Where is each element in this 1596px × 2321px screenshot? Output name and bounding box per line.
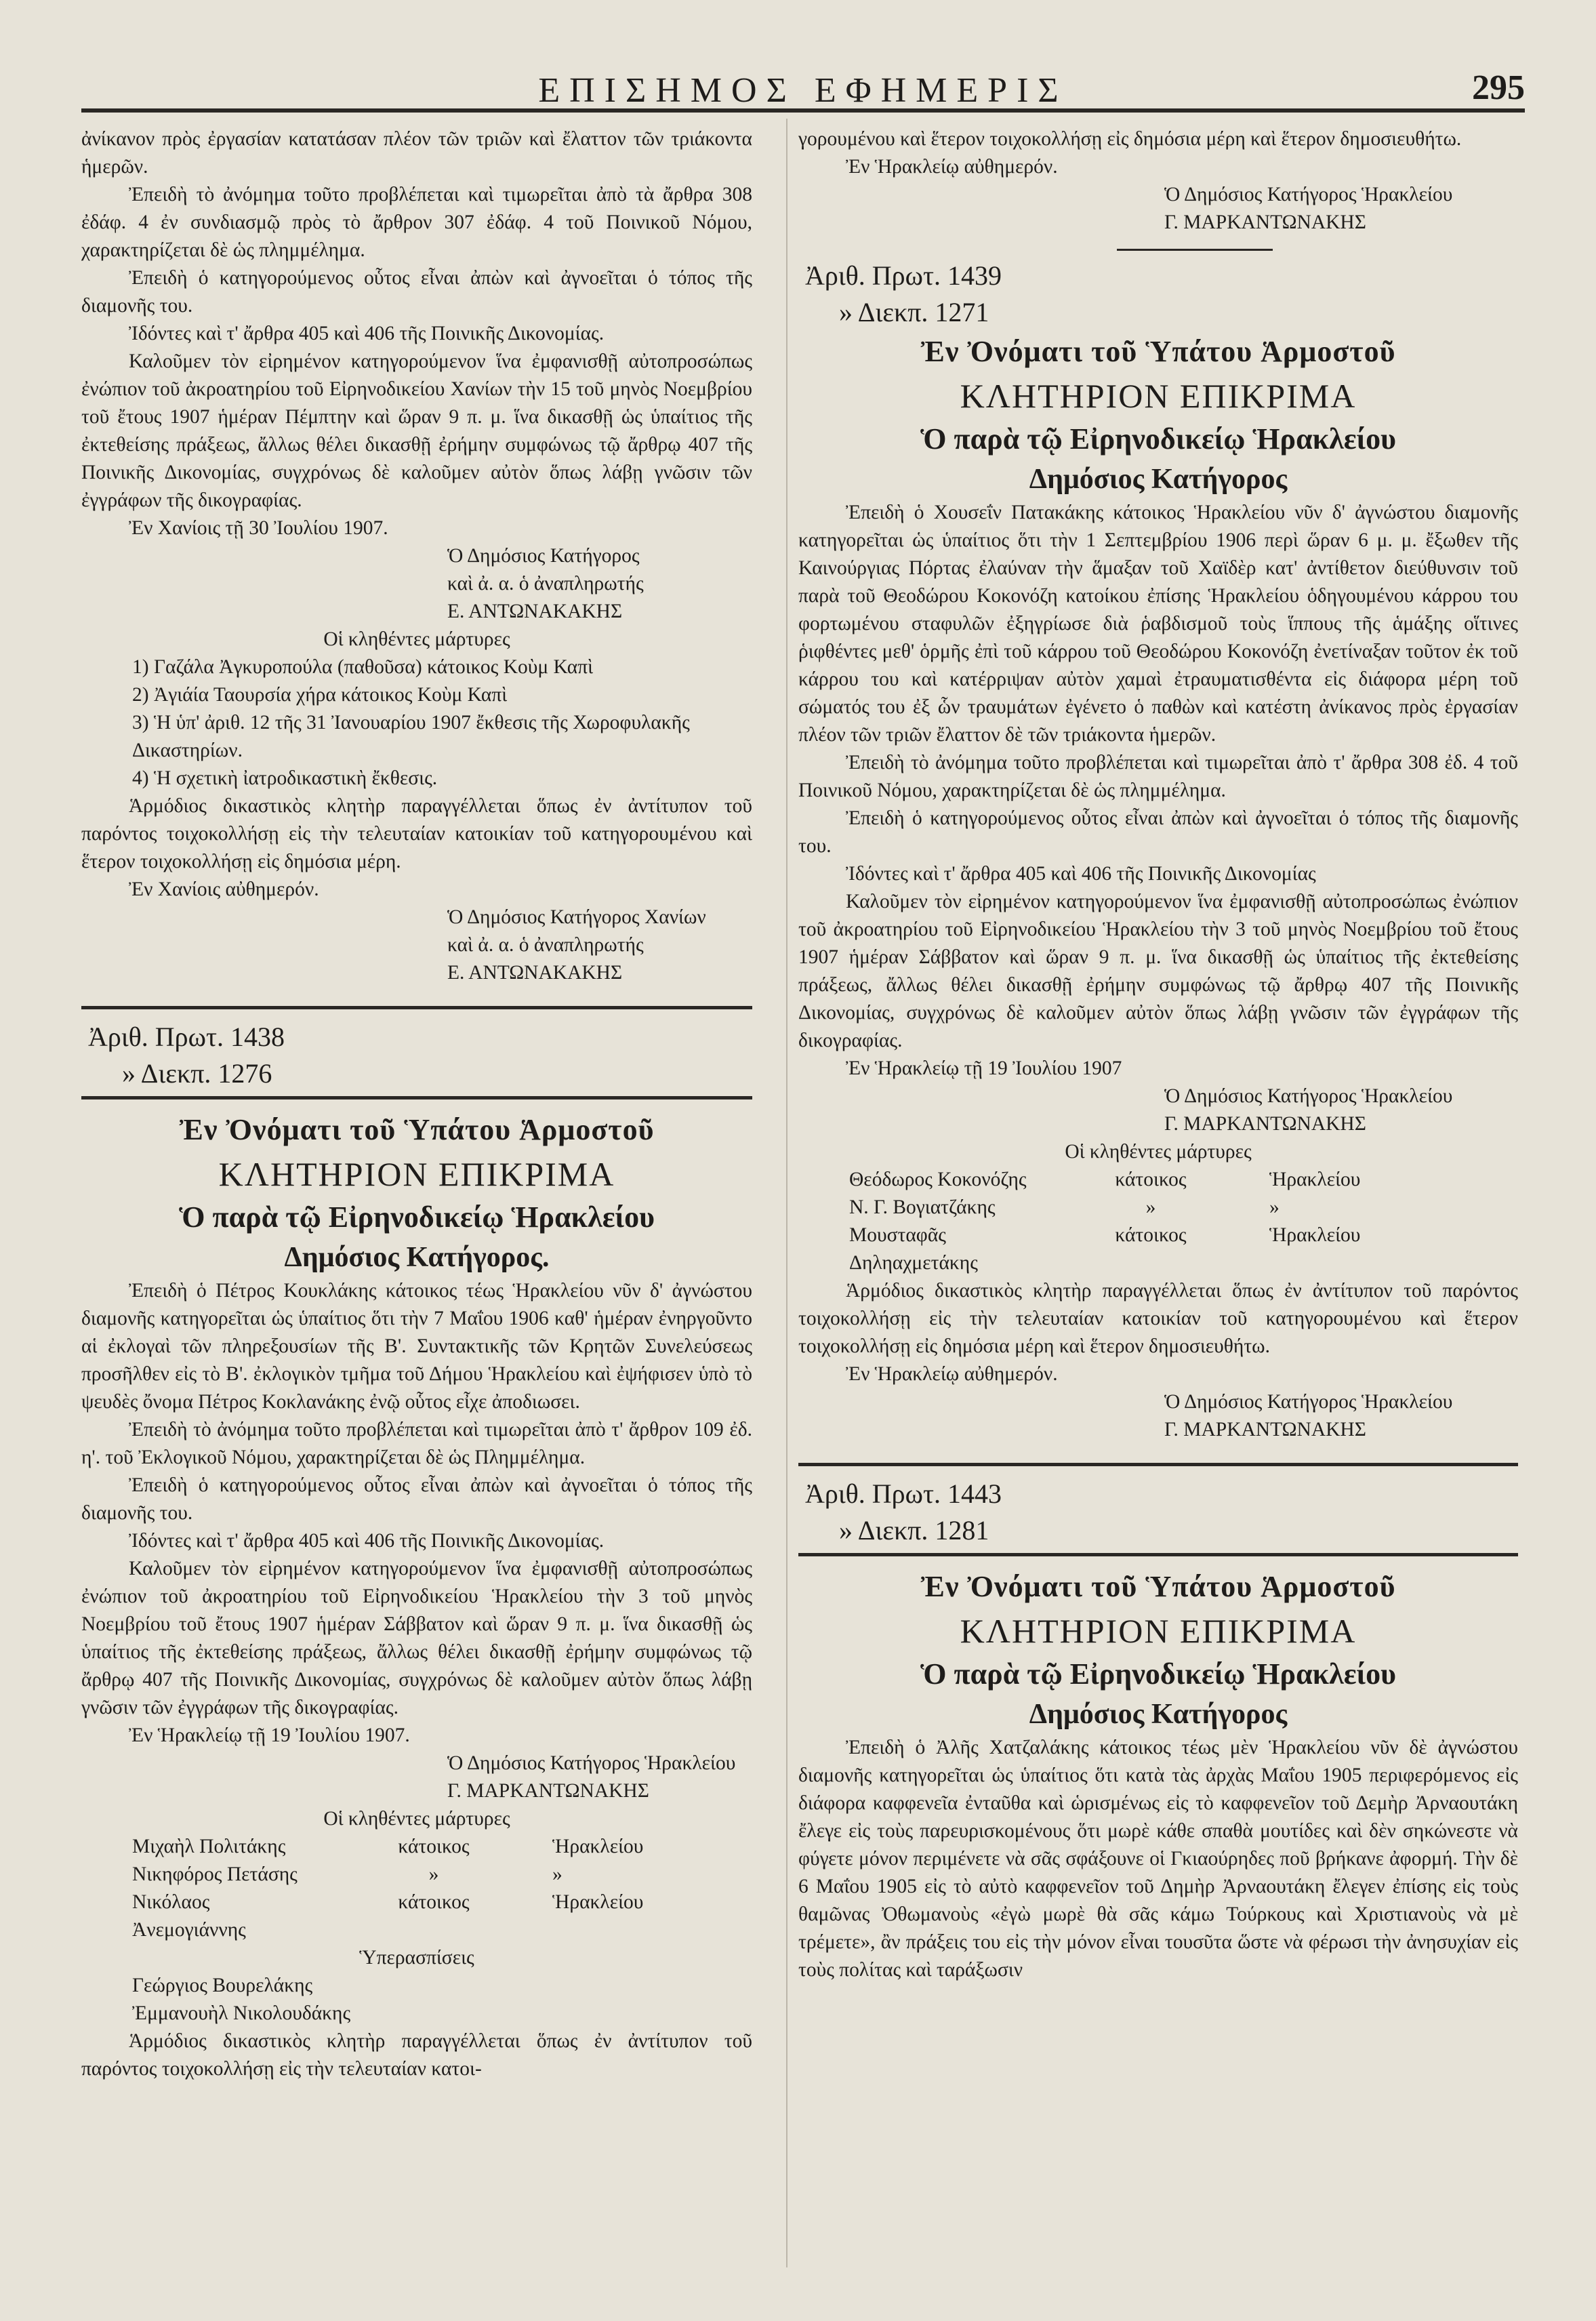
witness-name: Θεόδωρος Κοκονόζης (849, 1169, 1027, 1190)
witness-status: κάτοικος (1115, 1224, 1187, 1246)
paragraph: Ἁρμόδιος δικαστικὸς κλητὴρ παραγγέλλεται ὅπως ἐν ἀντίτυπον τοῦ παρόντος τοιχοκολλήσῃ εἰς τὴν τελευταίαν κατοι- (81, 2030, 752, 2080)
signature-name: Γ. ΜΑΡΚΑΝΤΩΝΑΚΗΣ (447, 1780, 649, 1802)
section-rule (81, 1096, 752, 1099)
notice-title: ΚΛΗΤΗΡΙΟΝ ΕΠΙΚΡΙΜΑ (218, 1155, 615, 1193)
paragraph: Καλοῦμεν τὸν εἰρημένον κατηγορούμενον ἵνα ἐμφανισθῇ αὐτοπροσώπως ἐνώπιον τοῦ ἀκροατηρίου τοῦ Εἰρηνοδικείου Χανίων τὴν 15 τοῦ μηνὸς Νοεμβρίου τοῦ ἔτους 1907 ἡμέραν Πέμπτην καὶ ὥραν 9 π. μ. ἵνα δικασθῇ ὡς ὑπαίτιος τῆς ἐκτεθείσης πράξεως, ἄλλως θέλει δικασθῇ ἐρήμην συμφώνως τῷ ἄρθρῳ 407 τῆς Ποινικῆς Δικονομίας, συγχρόνως δὲ καλοῦμεν αὐτὸν ὅπως λάβῃ γνῶσιν τῶν ἐγγράφων τῆς δικογραφίας. (81, 350, 752, 511)
left-column (81, 125, 752, 2083)
signature-deputy: καὶ ἀ. α. ὁ ἀναπληρωτής (447, 573, 644, 594)
notice-issuer: Ὁ παρὰ τῷ Εἰρηνοδικείῳ Ἡρακλείου (179, 1200, 655, 1234)
list-item: 1) Γαζάλα Ἀγκυροπούλα (παθοῦσα) κάτοικος Κοὺμ Καπὶ (132, 656, 594, 678)
signature-name: Γ. ΜΑΡΚΑΝΤΩΝΑΚΗΣ (1164, 1419, 1366, 1440)
witness-status: κάτοικος (398, 1836, 470, 1857)
page-number: 295 (1472, 68, 1525, 107)
date-line: Ἐν Χανίοις τῇ 30 Ἰουλίου 1907. (129, 517, 388, 539)
signature-name: Ε. ΑΝΤΩΝΑΚΑΚΗΣ (447, 962, 623, 984)
witness-row (798, 1194, 1518, 1222)
witness-place: Ἡρακλείου (1269, 1224, 1361, 1246)
dispatch-number: » Διεκπ. 1281 (839, 1515, 989, 1546)
witness-status: » (428, 1863, 439, 1885)
section-rule (81, 1006, 752, 1009)
notice-heading: Ἐν Ὀνόματι τοῦ Ὑπάτου Ἁρμοστοῦ (920, 335, 1396, 368)
defense-name: Γεώργιος Βουρελάκης (132, 1975, 313, 1996)
notice-issuer-role: Δημόσιος Κατήγορος (1029, 464, 1288, 495)
witness-name: Νικόλαος Ἀνεμογιάννης (132, 1891, 246, 1941)
paragraph: ἀνίκανον πρὸς ἐργασίαν κατατάσαν πλέον τῶν τριῶν καὶ ἔλαττον τῶν τριάκοντα ἡμερῶν. (81, 128, 752, 178)
date-line: Ἐν Ἡρακλείῳ τῇ 19 Ἰουλίου 1907 (846, 1057, 1122, 1079)
signature-title: Ὁ Δημόσιος Κατήγορος Ἡρακλείου (1164, 1391, 1453, 1413)
section-rule (798, 1463, 1518, 1466)
witness-place: Ἡρακλείου (552, 1836, 644, 1857)
notice-issuer: Ὁ παρὰ τῷ Εἰρηνοδικείῳ Ἡρακλείου (920, 1657, 1396, 1691)
witness-place: » (552, 1863, 562, 1885)
notice-issuer-role: Δημόσιος Κατήγορος (1029, 1699, 1288, 1730)
signature-title: Ὁ Δημόσιος Κατήγορος Ἡρακλείου (447, 1752, 736, 1774)
paragraph: Ἰδόντες καὶ τ' ἄρθρα 405 καὶ 406 τῆς Ποινικῆς Δικονομίας. (129, 1530, 605, 1552)
column-divider (786, 119, 787, 2267)
notice-heading: Ἐν Ὀνόματι τοῦ Ὑπάτου Ἁρμοστοῦ (179, 1113, 655, 1146)
witnesses-heading: Οἱ κληθέντες μάρτυρες (323, 1808, 510, 1830)
list-item: 4) Ἡ σχετικὴ ἰατροδικαστικὴ ἔκθεσις. (132, 767, 438, 789)
right-column (798, 125, 1518, 1984)
witness-name: Ν. Γ. Βογιατζάκης (849, 1196, 996, 1218)
defense-heading: Ὑπερασπίσεις (359, 1947, 474, 1969)
date-line: Ἐν Ἡρακλείῳ αὐθημερόν. (846, 156, 1058, 178)
witness-place: Ἡρακλείου (1269, 1169, 1361, 1190)
notice-heading: Ἐν Ὀνόματι τοῦ Ὑπάτου Ἁρμοστοῦ (920, 1570, 1396, 1603)
paragraph: Ἁρμόδιος δικαστικὸς κλητὴρ παραγγέλλεται ὅπως ἐν ἀντίτυπον τοῦ παρόντος τοιχοκολλήσῃ εἰς τὴν τελευταίαν κατοικίαν τοῦ κατηγορουμένου καὶ ἕτερον τοιχοκολλήσῃ εἰς δημόσια μέρη. (81, 795, 752, 872)
paragraph: Καλοῦμεν τὸν εἰρημένον κατηγορούμενον ἵνα ἐμφανισθῇ αὐτοπροσώπως ἐνώπιον τοῦ ἀκροατηρίου τοῦ Εἰρηνοδικείου Ἡρακλείου τὴν 3 τοῦ μηνὸς Νοεμβρίου τοῦ ἔτους 1907 ἡμέραν Σάββατον καὶ ὥραν 9 π. μ. ἵνα δικασθῇ ὡς ὑπαίτιος τῆς ἐκτεθείσης πράξεως, ἄλλως θέλει δικασθῇ ἐρήμην συμφώνως τῷ ἄρθρῳ 407 τῆς Ποινικῆς Δικονομίας, συγχρόνως δὲ καλοῦμεν αὐτὸν ὅπως λάβῃ γνῶσιν τῶν ἐγγράφων τῆς δικογραφίας. (81, 1558, 752, 1718)
paragraph: Ἰδόντες καὶ τ' ἄρθρα 405 καὶ 406 τῆς Ποινικῆς Δικονομίας. (129, 323, 605, 344)
notice-issuer: Ὁ παρὰ τῷ Εἰρηνοδικείῳ Ἡρακλείου (920, 422, 1396, 456)
protocol-number: Ἀριθ. Πρωτ. 1443 (805, 1478, 1002, 1509)
signature-title: Ὁ Δημόσιος Κατήγορος (447, 545, 640, 567)
witnesses-heading: Οἱ κληθέντες μάρτυρες (1065, 1141, 1252, 1163)
signature-deputy: καὶ ἀ. α. ὁ ἀναπληρωτής (447, 934, 644, 956)
newspaper-title: ΕΠΙΣΗΜΟΣ ΕΦΗΜΕΡΙΣ (538, 71, 1068, 110)
paragraph: Ἁρμόδιος δικαστικὸς κλητὴρ παραγγέλλεται ὅπως ἐν ἀντίτυπον τοῦ παρόντος τοιχοκολλήσῃ εἰς τὴν τελευταίαν κατοικίαν τοῦ κατηγορουμένου καὶ ἕτερον τοιχοκολλήσῃ εἰς δημόσια μέρη καὶ ἕτερον δημοσιευθήτω. (798, 1280, 1518, 1357)
date-line: Ἐν Ἡρακλείῳ αὐθημερόν. (846, 1363, 1058, 1385)
witness-place: Ἡρακλείου (552, 1891, 644, 1913)
witness-row (81, 1861, 752, 1889)
dispatch-number: » Διεκπ. 1276 (122, 1058, 272, 1089)
paragraph: Ἐπειδὴ τὸ ἀνόμημα τοῦτο προβλέπεται καὶ τιμωρεῖται ἀπὸ τὰ ἄρθρα 308 ἐδάφ. 4 ἐν συνδιασμῷ πρὸς τὸ ἄρθρον 307 ἐδάφ. 4 τοῦ Ποινικοῦ Νόμου, χαρακτηρίζεται δὲ ὡς πλημμέλημα. (81, 184, 752, 261)
witness-row (798, 1166, 1518, 1194)
signature-title: Ὁ Δημόσιος Κατήγορος Ἡρακλείου (1164, 184, 1453, 205)
paragraph: Ἰδόντες καὶ τ' ἄρθρα 405 καὶ 406 τῆς Ποινικῆς Δικονομίας (846, 863, 1316, 885)
witness-name: Μουσταφᾶς Δηληαχμετάκης (849, 1224, 978, 1274)
witness-status: κάτοικος (1115, 1169, 1187, 1190)
notice-issuer-role: Δημόσιος Κατήγορος. (284, 1242, 550, 1273)
protocol-number: Ἀριθ. Πρωτ. 1439 (805, 260, 1002, 291)
notice-title: ΚΛΗΤΗΡΙΟΝ ΕΠΙΚΡΙΜΑ (960, 1612, 1357, 1650)
witness-row (798, 1222, 1518, 1277)
witness-status: κάτοικος (398, 1891, 470, 1913)
short-rule (1117, 249, 1273, 251)
list-item: 3) Ἡ ὑπ' ἀριθ. 12 τῆς 31 Ἰανουαρίου 1907 ἔκθεσις τῆς Χωροφυλακῆς Δικαστηρίων. (132, 712, 690, 761)
dispatch-number: » Διεκπ. 1271 (839, 297, 989, 327)
signature-title: Ὁ Δημόσιος Κατήγορος Χανίων (447, 906, 706, 928)
paragraph: Ἐπειδὴ ὁ κατηγορούμενος οὗτος εἶναι ἀπὼν καὶ ἀγνοεῖται ὁ τόπος τῆς διαμονῆς του. (798, 807, 1518, 857)
witnesses-heading: Οἱ κληθέντες μάρτυρες (323, 628, 510, 650)
witness-place: » (1269, 1196, 1280, 1218)
page-header (81, 68, 1525, 113)
paragraph: γορουμένου καὶ ἕτερον τοιχοκολλήσῃ εἰς δημόσια μέρη καὶ ἕτερον δημοσιευθήτω. (798, 128, 1462, 150)
witness-row (81, 1833, 752, 1861)
signature-name: Γ. ΜΑΡΚΑΝΤΩΝΑΚΗΣ (1164, 1113, 1366, 1135)
witness-name: Νικηφόρος Πετάσης (132, 1863, 298, 1885)
paragraph: Ἐπειδὴ ὁ Ἀλῆς Χατζαλάκης κάτοικος τέως μὲν Ἡρακλείου νῦν δὲ ἀγνώστου διαμονῆς κατηγορεῖται ὡς ὑπαίτιος ὅτι κατὰ τὰς ἀρχὰς Μαΐου 1905 περιφερόμενος εἰς διάφορα καφφενεῖα ἐνταῦθα καὶ ὡρισμένως εἰς τὸ καφφενεῖον τοῦ Δεμὴρ Ἀρναουτάκη ἔλεγε εἰς τοὺς παρευρισκομένους ὅτι μωρὲ κάθε σπαθὰ μουτίδες καὶ δὲν σηκώνεστε νὰ φύγετε μόνον περιμένετε νὰ σᾶς σφάξουνε οἱ Γκιαούρηδες ποῦ βρήκανε ἀφορμή. Τὴν δὲ 6 Μαΐου 1905 εἰς τὸ αὐτὸ καφφενεῖον τοῦ Δημὴρ Ἀρναουτάκη ἔλεγεν ἐπίσης εἰς τοὺς θαμῶνας Ὀθωμανοὺς «ἐγὼ μωρὲ θὰ σᾶς κάμω Τούρκους καὶ Χριστιανοὺς νὰ μὲ τρέμετε», ἂν πράξεις του εἰς τὴν μόνον εἶναι τουσῦτα ὥστε νὰ φέρωσι τὴν ἀνησυχίαν εἰς τοὺς πολίτας καὶ ταράξωσιν (798, 1737, 1518, 1981)
list-item: 2) Ἀγιάία Ταουρσία χήρα κάτοικος Κοὺμ Καπὶ (132, 684, 508, 706)
defense-name: Ἐμμανουὴλ Νικολουδάκης (132, 2002, 351, 2024)
protocol-number: Ἀριθ. Πρωτ. 1438 (88, 1022, 285, 1052)
paragraph: Ἐπειδὴ ὁ Πέτρος Κουκλάκης κάτοικος τέως Ἡρακλείου νῦν δ' ἀγνώστου διαμονῆς κατηγορεῖται ὡς ὑπαίτιος ὅτι τὴν 7 Μαΐου 1906 καθ' ἡμέραν ἐνηργοῦντο αἱ ἐκλογαὶ τῶν πληρεξουσίων τῆς Β'. Συντακτικῆς τῶν Κρητῶν Συνελεύσεως προσῆλθεν εἰς τὸ Β'. ἐκλογικὸν τμῆμα τοῦ Δήμου Ἡρακλείου καὶ ἐψήφισεν ὑπὸ τὸ ψευδὲς ὄνομα Πέτρος Κοκλανάκης ἐνῷ οὗτος εἶχε ἀποδιωσει. (81, 1280, 752, 1413)
section-rule (798, 1553, 1518, 1556)
paragraph: Καλοῦμεν τὸν εἰρημένον κατηγορούμενον ἵνα ἐμφανισθῇ αὐτοπροσώπως ἐνώπιον τοῦ ἀκροατηρίου τοῦ Εἰρηνοδικείου Ἡρακλείου τὴν 3 τοῦ μηνὸς Νοεμβρίου τοῦ ἔτους 1907 ἡμέραν Σάββατον καὶ ὥραν 9 π. μ. ἵνα δικασθῇ ὡς ὑπαίτιος τῆς ἐκτεθείσης πράξεως, ἄλλως θέλει δικασθῇ ἐρήμην συμφώνως τῷ ἄρθρῳ 407 τῆς Ποινικῆς Δικονομίας, συγχρόνως δὲ καλοῦμεν αὐτὸν ὅπως λάβῃ γνῶσιν τῶν ἐγγράφων τῆς δικογραφίας. (798, 891, 1518, 1051)
date-line: Ἐν Ἡρακλείῳ τῇ 19 Ἰουλίου 1907. (129, 1724, 410, 1746)
paragraph: Ἐπειδὴ ὁ Χουσεΐν Πατακάκης κάτοικος Ἡρακλείου νῦν δ' ἀγνώστου διαμονῆς κατηγορεῖται ὡς ὑπαίτιος ὅτι τὴν 1 Σεπτεμβρίου 1906 περὶ ὥραν 6 μ. μ. ἔξωθεν τῆς Καινούργιας Πόρτας ἐλαύναν τὴν ἅμαξαν τοῦ Χαϊδὲρ κατ' ἀντίθετον διεύθυνσιν τοῦ παρὰ τοῦ Θεοδώρου Κοκονόζη κατοίκου ἐπίσης Ἡρακλείου ὁδηγουμένου κάρρου του φορτωμένου σταφυλῶν ἐξηγρίωσε διὰ ῥαβδισμοῦ τοὺς ἵππους τῆς ἁμάξης οἵτινες ῥιφθέντες μεθ' ὁρμῆς ἐπὶ τοῦ κάρρου τοῦ Θεοδώρου Κοκονόζη ἐνετίναξαν τοῦτον ἐκ τοῦ κάρρου του καὶ κατέρριψαν αὐτὸν χαμαὶ ἐτραυματισθέντα εἰς διάφορα μέρη τοῦ σώματός του ἐξ ὧν τραυμάτων ἐγένετο ὁ παθὼν καὶ κατέστη ἀνίκανος πρὸς ἐργασίαν πλέον τῶν τριῶν ἔλαττον δὲ τῶν τριάκοντα ἡμερῶν. (798, 502, 1518, 746)
paragraph: Ἐπειδὴ τὸ ἀνόμημα τοῦτο προβλέπεται καὶ τιμωρεῖται ἀπὸ τ' ἄρθρα 308 ἐδ. 4 τοῦ Ποινικοῦ Νόμου, χαρακτηρίζεται δὲ ὡς πλημμέλημα. (798, 752, 1518, 801)
signature-name: Ε. ΑΝΤΩΝΑΚΑΚΗΣ (447, 601, 623, 622)
paragraph: Ἐπειδὴ ὁ κατηγορούμενος οὗτος εἶναι ἀπὼν καὶ ἀγνοεῖται ὁ τόπος τῆς διαμονῆς του. (81, 267, 752, 317)
signature-title: Ὁ Δημόσιος Κατήγορος Ἡρακλείου (1164, 1085, 1453, 1107)
paragraph: Ἐπειδὴ ὁ κατηγορούμενος οὗτος εἶναι ἀπὼν καὶ ἀγνοεῖται ὁ τόπος τῆς διαμονῆς του. (81, 1474, 752, 1524)
witness-status: » (1145, 1196, 1156, 1218)
notice-title: ΚΛΗΤΗΡΙΟΝ ΕΠΙΚΡΙΜΑ (960, 377, 1357, 415)
witness-row (81, 1889, 752, 1944)
paragraph: Ἐπειδὴ τὸ ἀνόμημα τοῦτο προβλέπεται καὶ τιμωρεῖται ἀπὸ τ' ἄρθρον 109 ἐδ. η'. τοῦ Ἐκλογικοῦ Νόμου, χαρακτηρίζεται δὲ ὡς Πλημμέλημα. (81, 1419, 752, 1468)
signature-name: Γ. ΜΑΡΚΑΝΤΩΝΑΚΗΣ (1164, 211, 1366, 233)
witness-name: Μιχαὴλ Πολιτάκης (132, 1836, 286, 1857)
date-line: Ἐν Χανίοις αὐθημερόν. (129, 879, 319, 900)
